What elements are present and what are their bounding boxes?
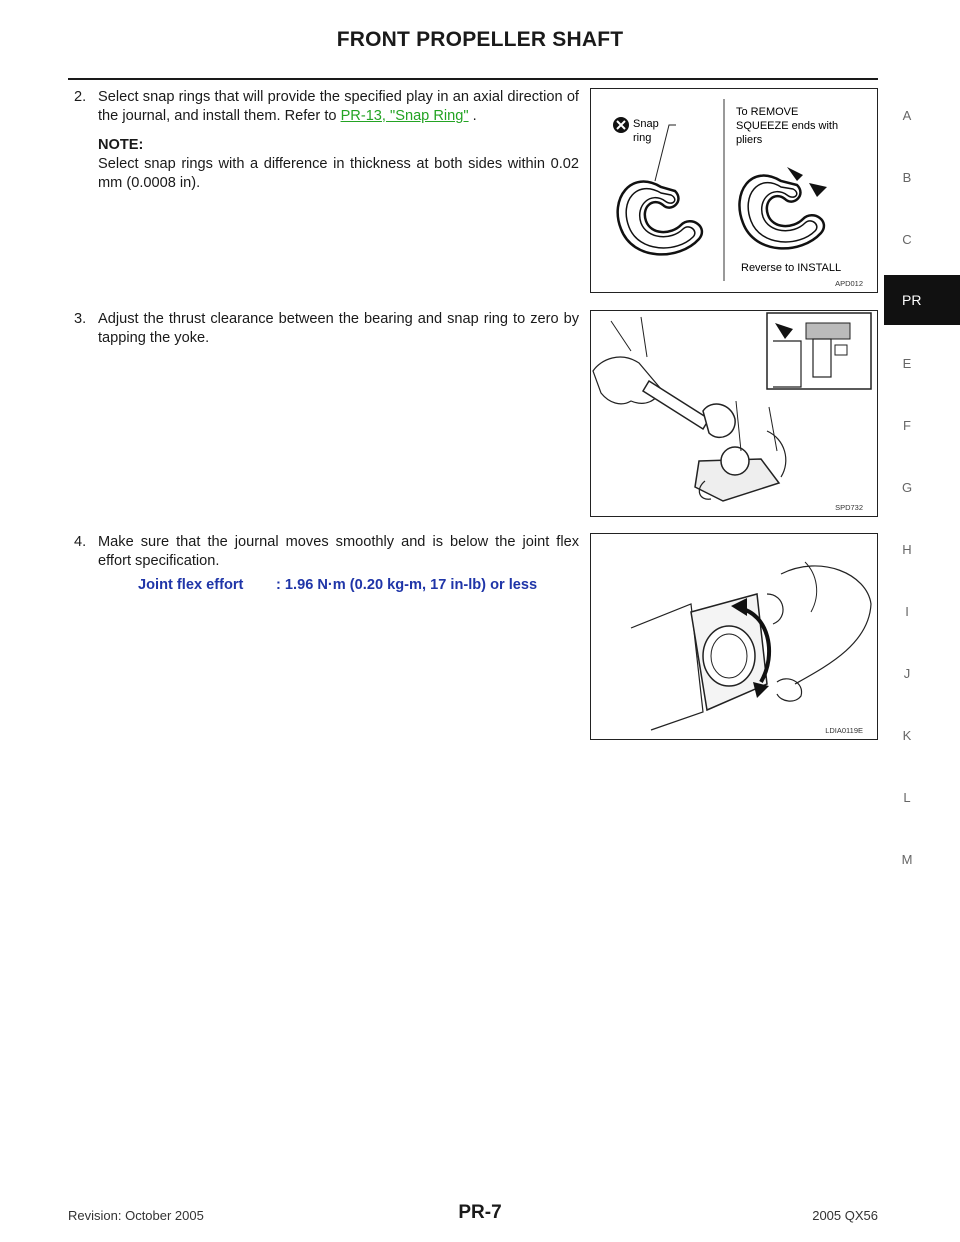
step-text: Make sure that the journal moves smoothly and is below the joint flex effort specification. [98, 534, 579, 569]
spec-label: Joint flex effort [138, 577, 244, 593]
section-tab-i[interactable]: I [905, 604, 909, 619]
note-heading: NOTE: [98, 137, 144, 153]
hammer-head [703, 404, 735, 437]
section-tab-f[interactable]: F [903, 418, 911, 433]
step-2 [74, 88, 579, 193]
step-number: 3. [74, 311, 87, 327]
revision-date: Revision: October 2005 [68, 1208, 204, 1223]
joint-flex-figure [590, 533, 878, 740]
section-tab-l[interactable]: L [903, 790, 911, 805]
snap-label-2: ring [633, 132, 652, 144]
figure-code: APD012 [835, 279, 863, 288]
spec-value: : 1.96 N·m (0.20 kg-m, 17 in-lb) or less [276, 577, 538, 593]
snap-ring-figure [590, 88, 878, 293]
step-number: 4. [74, 534, 87, 550]
section-tab-a[interactable]: A [902, 108, 912, 123]
joint-flex-spec [138, 577, 537, 593]
section-tab-e[interactable]: E [902, 356, 912, 371]
figure-code: LDIA0119E [825, 726, 863, 735]
remove-label-1: To REMOVE [736, 106, 799, 118]
step-text-end: . [468, 108, 477, 124]
vehicle-model: 2005 QX56 [812, 1208, 878, 1223]
section-tab-j[interactable]: J [903, 666, 911, 681]
step-text: Adjust the thrust clearance between the bearing and snap ring to zero by tapping the yoke. [98, 311, 579, 346]
section-tab-g[interactable]: G [901, 480, 913, 495]
hammer-yoke-illustration [591, 311, 876, 515]
section-tab-pr-active[interactable]: PR [884, 275, 960, 325]
remove-label-2: SQUEEZE ends with [736, 120, 839, 132]
joint-flex-illustration [591, 534, 876, 738]
section-tab-c[interactable]: C [902, 232, 912, 247]
squeeze-arrow-icon [787, 167, 803, 181]
snap-ring-illustration [591, 89, 876, 291]
note-text: Select snap rings with a difference in thickness at both sides within 0.02 mm (0.0008 in). [98, 156, 579, 191]
hammer-handle [643, 381, 709, 429]
section-tab-k[interactable]: K [902, 728, 912, 743]
snap-ring-reference-link[interactable]: PR-13, "Snap Ring" [340, 108, 469, 124]
page-number: PR-7 [458, 1202, 502, 1223]
remove-label-3: pliers [736, 134, 763, 146]
install-label: Reverse to INSTALL [741, 262, 842, 274]
step-3 [74, 310, 579, 348]
squeeze-arrow-icon [809, 183, 827, 197]
step-4 [74, 533, 579, 571]
figure-code: SPD732 [835, 503, 863, 512]
page-title: FRONT PROPELLER SHAFT [336, 28, 624, 51]
section-tab-h[interactable]: H [902, 542, 912, 557]
tapping-yoke-figure [590, 310, 878, 517]
step-number: 2. [74, 89, 87, 105]
snap-ring-left-shape [618, 182, 702, 255]
title-divider [68, 78, 878, 80]
section-tab-b[interactable]: B [902, 170, 912, 185]
step-text: Select snap rings that will provide the specified play in an axial direction of the journal, and install them. Refer to [98, 89, 579, 124]
snap-label-1: Snap [633, 118, 659, 130]
section-tab-m[interactable]: M [901, 852, 913, 867]
